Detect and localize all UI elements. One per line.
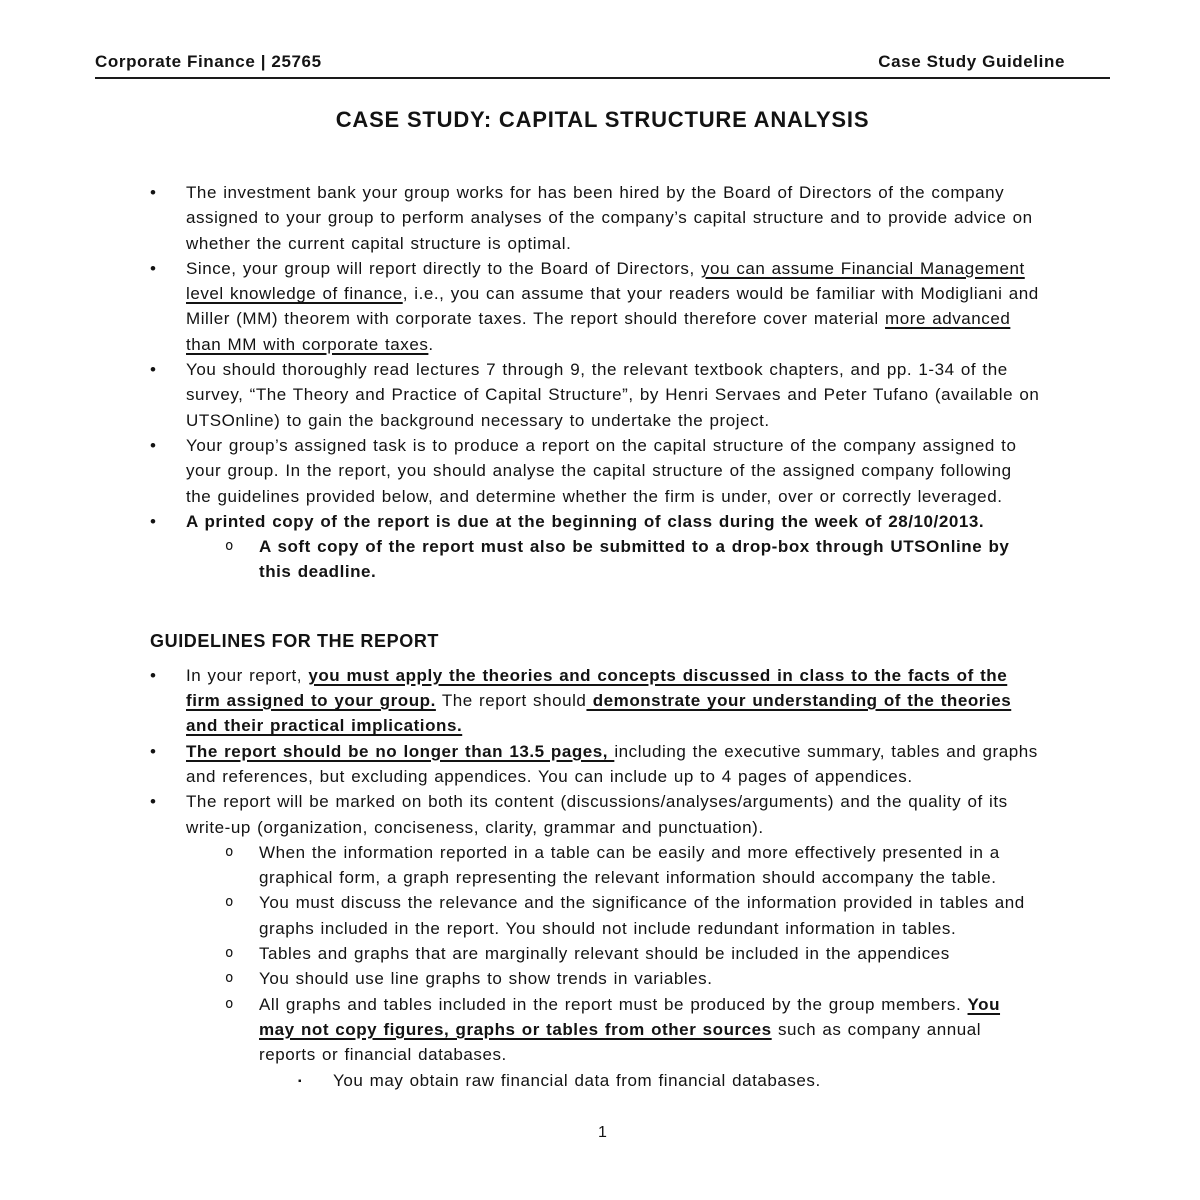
text-segment: , i.e., you can assume that your readers would be familiar with Modigliani and Miller (MM) theorem with corporate taxes. The report should therefore cover material [186, 284, 1039, 329]
page-header [95, 52, 1110, 79]
list-item [95, 357, 1110, 433]
text-segment: You should thoroughly read lectures 7 through 9, the relevant textbook chapters, and pp. 1-34 of the survey, “The Theory and Practice of Capital Structure”, by Henri Servaes and Peter Tufano (available on UTSOnline) to gain the background necessary to undertake the project. [186, 360, 1040, 430]
bullet-disc-icon: • [150, 665, 157, 685]
list-item-text [186, 183, 1033, 253]
text-segment: You should use line graphs to show trends in variables. [259, 969, 713, 989]
list-item [95, 663, 1110, 739]
text-segment: The report should [435, 691, 587, 711]
list-item-text [259, 944, 950, 963]
text-segment: more advanced than MM with corporate taxes [186, 309, 1011, 354]
text-segment: You must discuss the relevance and the significance of the information provided in tables and graphs included in the report. You should not include redundant information in tables. [259, 893, 1025, 938]
list-item [95, 433, 1110, 509]
list-item-text [259, 893, 1025, 937]
header-doc-title: Case Study Guideline [878, 52, 1065, 71]
page-footer [95, 1124, 1110, 1142]
bullet-circle-icon: o [225, 995, 234, 1012]
list-item-text [333, 1071, 821, 1090]
bullet-circle-icon: o [225, 970, 234, 987]
document-title: CASE STUDY: CAPITAL STRUCTURE ANALYSIS [335, 107, 870, 132]
text-segment: Since, your group will report directly to the Board of Directors, [186, 258, 701, 278]
intro-bullet-list [95, 180, 1110, 585]
list-item [95, 789, 1110, 840]
list-item [95, 840, 1110, 891]
bullet-square-icon: ▪ [298, 1075, 303, 1087]
list-item-text [186, 512, 984, 531]
text-segment: demonstrate your understanding of the theories and their practical implications. [186, 691, 1012, 736]
list-item-text [259, 843, 1000, 887]
list-item [95, 509, 1110, 534]
list-item [95, 180, 1110, 256]
list-item-text [186, 742, 1038, 786]
text-segment: including the executive summary, tables and graphs and references, but excluding appendices. You can include up to 4 pages of appendices. [186, 741, 1038, 786]
header-course-label: Corporate Finance | 25765 [95, 52, 322, 71]
list-item-text [186, 792, 1008, 836]
list-item [95, 890, 1110, 941]
bullet-circle-icon: o [225, 843, 234, 860]
bullet-disc-icon: • [150, 360, 157, 380]
text-segment: The report should be no longer than 13.5 pages, [186, 741, 615, 761]
text-segment: you must apply the theories and concepts discussed in class to the facts of the firm assigned to your group. [186, 665, 1008, 711]
list-item-text [186, 259, 1039, 354]
text-segment: The investment bank your group works for has been hired by the Board of Directors of the company assigned to your group to perform analyses of the company’s capital structure and to provide advice on whether the current capital structure is optimal. [186, 183, 1033, 253]
text-segment: such as company annual reports or financial databases. [259, 1019, 982, 1065]
text-segment: When the information reported in a table can be easily and more effectively presented in a graphical form, a graph representing the relevant information should accompany the table. [259, 842, 1000, 888]
bullet-circle-icon: o [225, 945, 234, 962]
text-segment: In your report, [186, 665, 309, 685]
bullet-disc-icon: • [150, 435, 157, 455]
section-heading: GUIDELINES FOR THE REPORT [150, 630, 440, 651]
text-segment: The report will be marked on both its content (discussions/analyses/arguments) and the quality of its write-up (organization, conciseness, clarity, grammar and punctuation). [186, 792, 1008, 837]
bullet-disc-icon: • [150, 183, 157, 202]
text-segment: Your group’s assigned task is to produce a report on the capital structure of the company assigned to your group. In the report, you should analyse the capital structure of the assigned company following the guidelines provided below, and determine whether the firm is under, over or correctly leveraged. [186, 435, 1017, 506]
page-number: 1 [598, 1124, 607, 1141]
list-item-text [259, 969, 713, 988]
bullet-disc-icon: • [150, 511, 157, 531]
list-item-text [186, 436, 1016, 506]
text-segment: . [428, 334, 434, 354]
list-item [95, 1068, 1110, 1093]
list-item [95, 992, 1110, 1068]
list-item-text [186, 666, 1011, 736]
bullet-disc-icon: • [150, 741, 157, 761]
text-segment: A printed copy of the report is due at the beginning of class during the week of 28/10/2013. [186, 511, 985, 531]
bullet-circle-icon: o [225, 894, 234, 911]
text-segment: Tables and graphs that are marginally relevant should be included in the appendices [259, 944, 950, 964]
list-item-text [186, 360, 1039, 430]
list-item-text [259, 995, 1000, 1065]
text-segment: you can assume Financial Management level knowledge of finance [186, 258, 1025, 304]
list-item [95, 966, 1110, 991]
bullet-disc-icon: • [150, 792, 157, 812]
list-item [95, 739, 1110, 790]
list-item [95, 256, 1110, 357]
text-segment: You may obtain raw financial data from financial databases. [333, 1070, 821, 1090]
text-segment: All graphs and tables included in the report must be produced by the group members. [259, 994, 968, 1014]
bullet-disc-icon: • [150, 258, 157, 278]
guidelines-bullet-list [95, 663, 1110, 1093]
text-segment: You may not copy figures, graphs or tables from other sources [259, 994, 1001, 1039]
list-item-text [259, 537, 1009, 581]
list-item [95, 534, 1110, 585]
text-segment: A soft copy of the report must also be submitted to a drop-box through UTSOnline by this deadline. [259, 537, 1010, 582]
list-item [95, 941, 1110, 966]
bullet-circle-icon: o [225, 538, 234, 555]
